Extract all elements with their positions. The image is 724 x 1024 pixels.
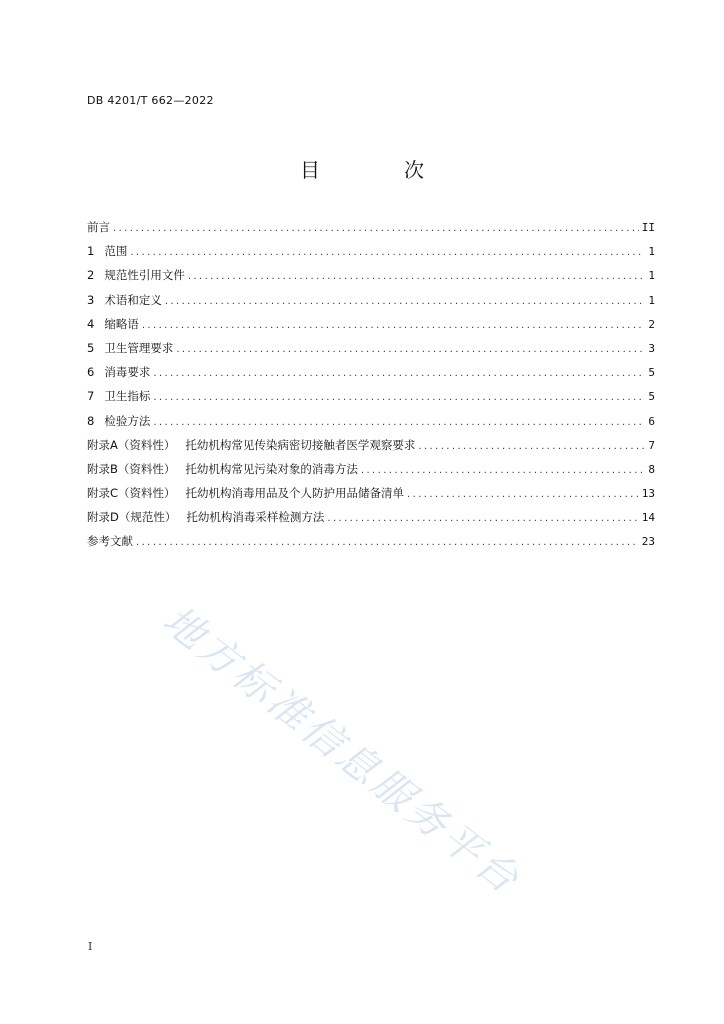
- toc-entry-page: 3: [648, 341, 655, 355]
- footer-page-number: I: [88, 940, 93, 953]
- toc-entry-title: 托幼机构消毒用品及个人防护用品储备清单: [185, 486, 405, 501]
- toc-entry-page: 2: [648, 317, 655, 331]
- toc-entry-page: 1: [648, 293, 655, 307]
- toc-entry-page: 7: [648, 438, 655, 452]
- toc-entry[interactable]: [87, 340, 655, 364]
- toc-leader-dots: [142, 320, 644, 331]
- toc-appendix-label: 附录A（资料性）: [87, 437, 176, 452]
- toc-leader-dots: [153, 368, 644, 379]
- toc-entry[interactable]: [87, 292, 655, 316]
- toc-entry-title: 范围: [104, 244, 128, 259]
- toc-leader-dots: [136, 537, 639, 548]
- toc-entry-title: 托幼机构消毒采样检测方法: [186, 510, 325, 525]
- toc-entry[interactable]: [87, 413, 655, 437]
- toc-appendix-label: 附录D（规范性）: [87, 510, 177, 525]
- table-of-contents: [87, 219, 655, 558]
- page-title: 目 次: [300, 158, 456, 182]
- toc-entry-number: 7: [87, 389, 95, 404]
- toc-leader-dots: [418, 441, 644, 452]
- toc-leader-dots: [113, 223, 639, 234]
- toc-entry-title: 卫生指标: [104, 389, 151, 404]
- toc-entry-page: II: [641, 221, 655, 234]
- toc-leader-dots: [153, 417, 644, 428]
- toc-entry-page: 8: [648, 462, 655, 476]
- toc-entry-page: 5: [648, 366, 655, 380]
- toc-entry-page: 23: [641, 535, 655, 549]
- toc-entry[interactable]: [87, 388, 655, 412]
- toc-entry-title: 前言: [87, 220, 110, 234]
- toc-entry-title: 规范性引用文件: [104, 268, 185, 283]
- toc-entry-number: 6: [87, 365, 95, 380]
- toc-leader-dots: [165, 296, 644, 307]
- toc-entry[interactable]: [87, 219, 655, 243]
- toc-entry-page: 1: [648, 269, 655, 283]
- toc-entry-number: 5: [87, 340, 95, 355]
- toc-entry-appendix[interactable]: [87, 485, 655, 509]
- toc-entry-title: 消毒要求: [104, 365, 151, 380]
- toc-entry-number: 1: [87, 244, 95, 259]
- toc-leader-dots: [361, 465, 644, 476]
- toc-leader-dots: [327, 513, 638, 524]
- toc-appendix-label: 附录C（资料性）: [87, 486, 176, 501]
- toc-entry-page: 14: [641, 511, 655, 525]
- toc-entry-appendix[interactable]: [87, 437, 655, 461]
- toc-entry-title: 缩略语: [104, 316, 139, 331]
- toc-entry[interactable]: [87, 364, 655, 388]
- toc-appendix-label: 附录B（资料性）: [87, 461, 176, 476]
- toc-entry-page: 5: [648, 390, 655, 404]
- toc-entry-appendix[interactable]: [87, 461, 655, 485]
- toc-leader-dots: [130, 247, 644, 258]
- toc-entry[interactable]: [87, 243, 655, 267]
- toc-entry-number: 3: [87, 292, 95, 307]
- toc-entry-title: 参考文献: [87, 534, 133, 549]
- toc-entry-number: 8: [87, 413, 95, 428]
- toc-entry[interactable]: [87, 267, 655, 291]
- toc-leader-dots: [153, 392, 644, 403]
- toc-leader-dots: [407, 489, 639, 500]
- toc-leader-dots: [176, 344, 644, 355]
- toc-entry-title: 托幼机构常见传染病密切接触者医学观察要求: [185, 437, 416, 452]
- toc-entry-title: 卫生管理要求: [104, 340, 174, 355]
- toc-entry-page: 6: [648, 414, 655, 428]
- toc-entry-number: 4: [87, 316, 95, 331]
- toc-entry[interactable]: [87, 533, 655, 557]
- toc-leader-dots: [188, 271, 644, 282]
- watermark: 地方标准信息服务平台: [154, 597, 530, 905]
- toc-entry-title: 检验方法: [104, 413, 151, 428]
- toc-entry-page: 13: [641, 487, 655, 501]
- toc-entry-appendix[interactable]: [87, 509, 655, 533]
- toc-entry-page: 1: [648, 245, 655, 259]
- toc-entry-title: 托幼机构常见污染对象的消毒方法: [185, 461, 358, 476]
- toc-entry[interactable]: [87, 316, 655, 340]
- toc-entry-number: 2: [87, 268, 95, 283]
- standard-number: DB 4201/T 662—2022: [87, 94, 214, 107]
- toc-entry-title: 术语和定义: [104, 292, 162, 307]
